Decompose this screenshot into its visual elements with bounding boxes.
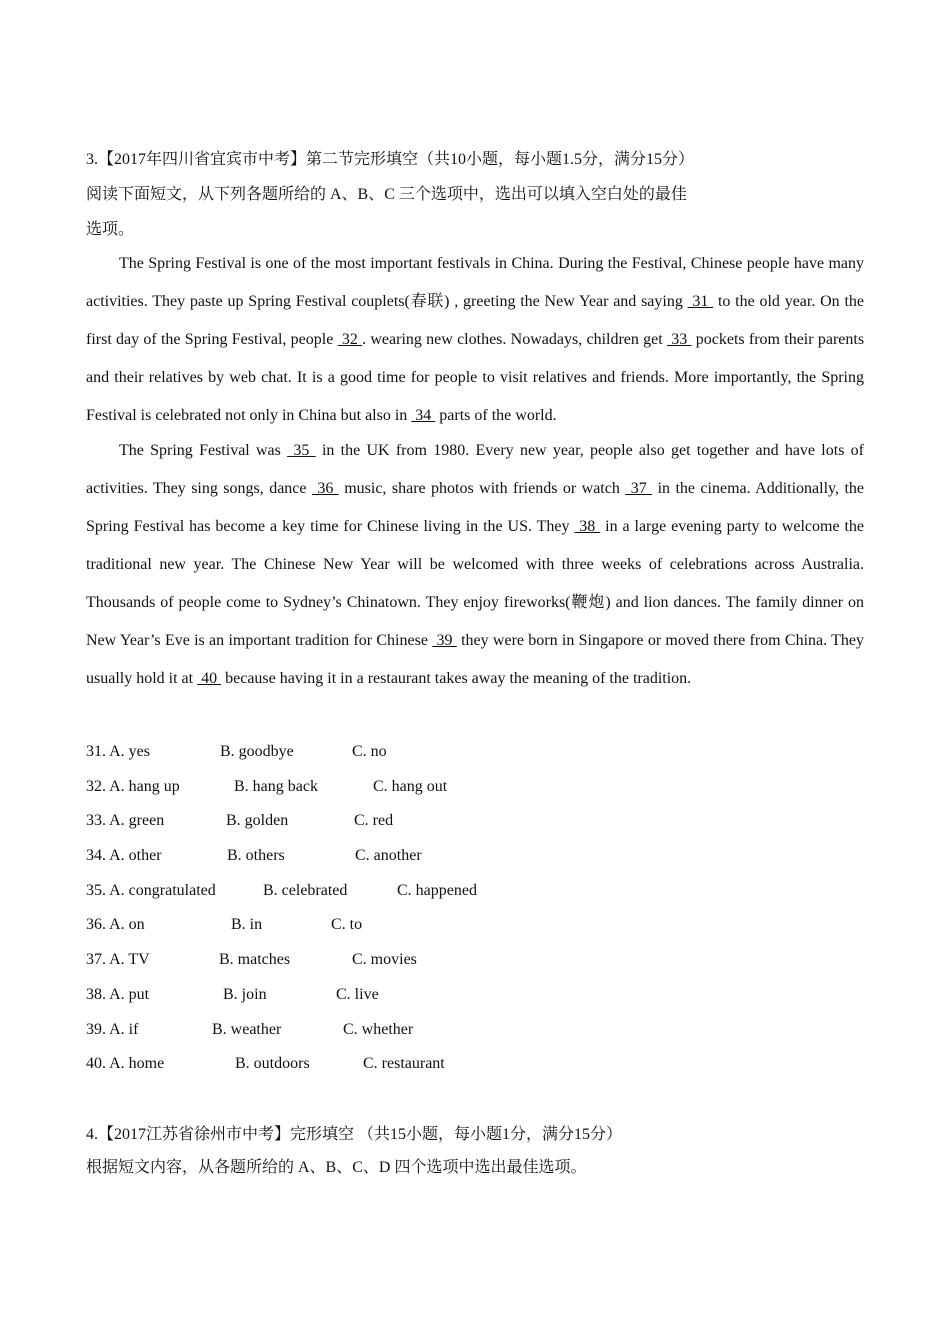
option-row-39 [86,1018,864,1053]
question-4-instruction: 根据短文内容，从各题所给的 A、B、C、D 四个选项中选出最佳选项。 [86,1159,587,1176]
passage-text: in the cinema. Additionally, the Spring Festival has become a key time for Chinese living in the US. They [86,480,864,535]
option-c: C. live [336,985,379,1003]
passage-text: they were born in Singapore or moved there from China. They usually hold it at [86,632,865,687]
passage-text: The Spring Festival is one of the most important festivals in China. During the Festival, Chinese people have many activities. They paste up Spring Festival couplets(春联) , greeting the New Year and saying [86,255,864,310]
option-b: B. weather [212,1020,282,1038]
option-b: B. celebrated [263,881,348,899]
blank-34: 34 [411,407,436,424]
question-3-instruction: 阅读下面短文，从下列各题所给的 A、B、C 三个选项中，选出可以填入空白处的最佳 [86,186,687,203]
option-row-34 [86,844,864,879]
blank-31: 31 [687,293,714,310]
blank-39: 39 [432,632,457,649]
option-row-40 [86,1052,864,1087]
option-a: 31. A. yes [86,743,150,760]
passage-text: parts of the world. [435,407,557,424]
question-3-instruction-cont: 选项。 [86,221,135,238]
option-a: 38. A. put [86,985,150,1003]
option-c: C. to [331,916,363,934]
option-row-32 [86,775,864,810]
option-c: C. movies [352,951,417,969]
option-c: C. happened [397,881,477,899]
option-row-38 [86,983,864,1018]
passage-paragraph-1 [86,245,864,435]
passage-text: pockets from their parents and their relatives by web chat. It is a good time for people to visit relatives and friends. More importantly, the Spring Festival is celebrated not only in China but also in [86,331,865,424]
blank-37: 37 [625,480,653,497]
blank-36: 36 [311,480,339,497]
blank-33: 33 [666,331,692,348]
blank-40: 40 [197,670,222,687]
blank-38: 38 [574,518,601,535]
option-b: B. matches [219,951,291,969]
option-a: 35. A. congratulated [86,881,216,899]
option-a: 34. A. other [86,847,162,865]
passage-text: . wearing new clothes. Nowadays, children get [362,331,667,348]
option-row-37 [86,948,864,983]
blank-35: 35 [287,442,316,459]
option-c: C. restaurant [363,1055,445,1073]
passage-text: in the UK from 1980. Every new year, people also get together and have lots of activities. They sing songs, dance [86,442,865,497]
option-b: B. hang back [234,777,318,795]
option-b: B. outdoors [235,1055,310,1073]
option-a: 40. A. home [86,1055,165,1073]
option-a: 36. A. on [86,916,145,934]
question-3-title: 3.【2017年四川省宜宾市中考】第二节完形填空（共10小题，每小题1.5分，满分15分） [86,151,695,168]
passage-text: in a large evening party to welcome the traditional new year. The Chinese New Year will be welcomed with three weeks of celebrations across Australia. Thousands of people come to Sydney’s Chinatown. They enjoy fireworks(鞭炮) and lion dances. The family dinner on New Year’s Eve is an important tradition for Chinese [86,518,865,649]
passage-text: to the old year. On the first day of the Spring Festival, people [86,293,864,348]
blank-32: 32 [337,331,363,348]
option-c: C. no [352,743,387,760]
option-c: C. whether [343,1020,414,1038]
passage-text: music, share photos with friends or watch [338,480,626,497]
option-b: B. others [227,847,285,865]
option-c: C. another [355,847,422,865]
passage-text: The Spring Festival was [119,442,288,459]
option-b: B. in [231,916,263,934]
option-b: B. join [223,985,267,1003]
option-a: 39. A. if [86,1020,139,1038]
passage-paragraph-2 [86,432,864,698]
option-b: B. golden [226,812,289,830]
option-c: C. red [354,812,394,830]
option-row-31 [86,740,864,775]
answer-options [86,740,864,1087]
option-a: 37. A. TV [86,951,150,969]
option-a: 32. A. hang up [86,777,180,795]
option-c: C. hang out [373,777,448,795]
option-row-36 [86,913,864,948]
passage-text: because having it in a restaurant takes away the meaning of the tradition. [221,670,692,687]
question-4-title: 4.【2017江苏省徐州市中考】完形填空 （共15小题，每小题1分，满分15分） [86,1126,623,1143]
option-row-35 [86,879,864,914]
option-b: B. goodbye [220,743,294,760]
option-a: 33. A. green [86,812,165,830]
option-row-33 [86,809,864,844]
